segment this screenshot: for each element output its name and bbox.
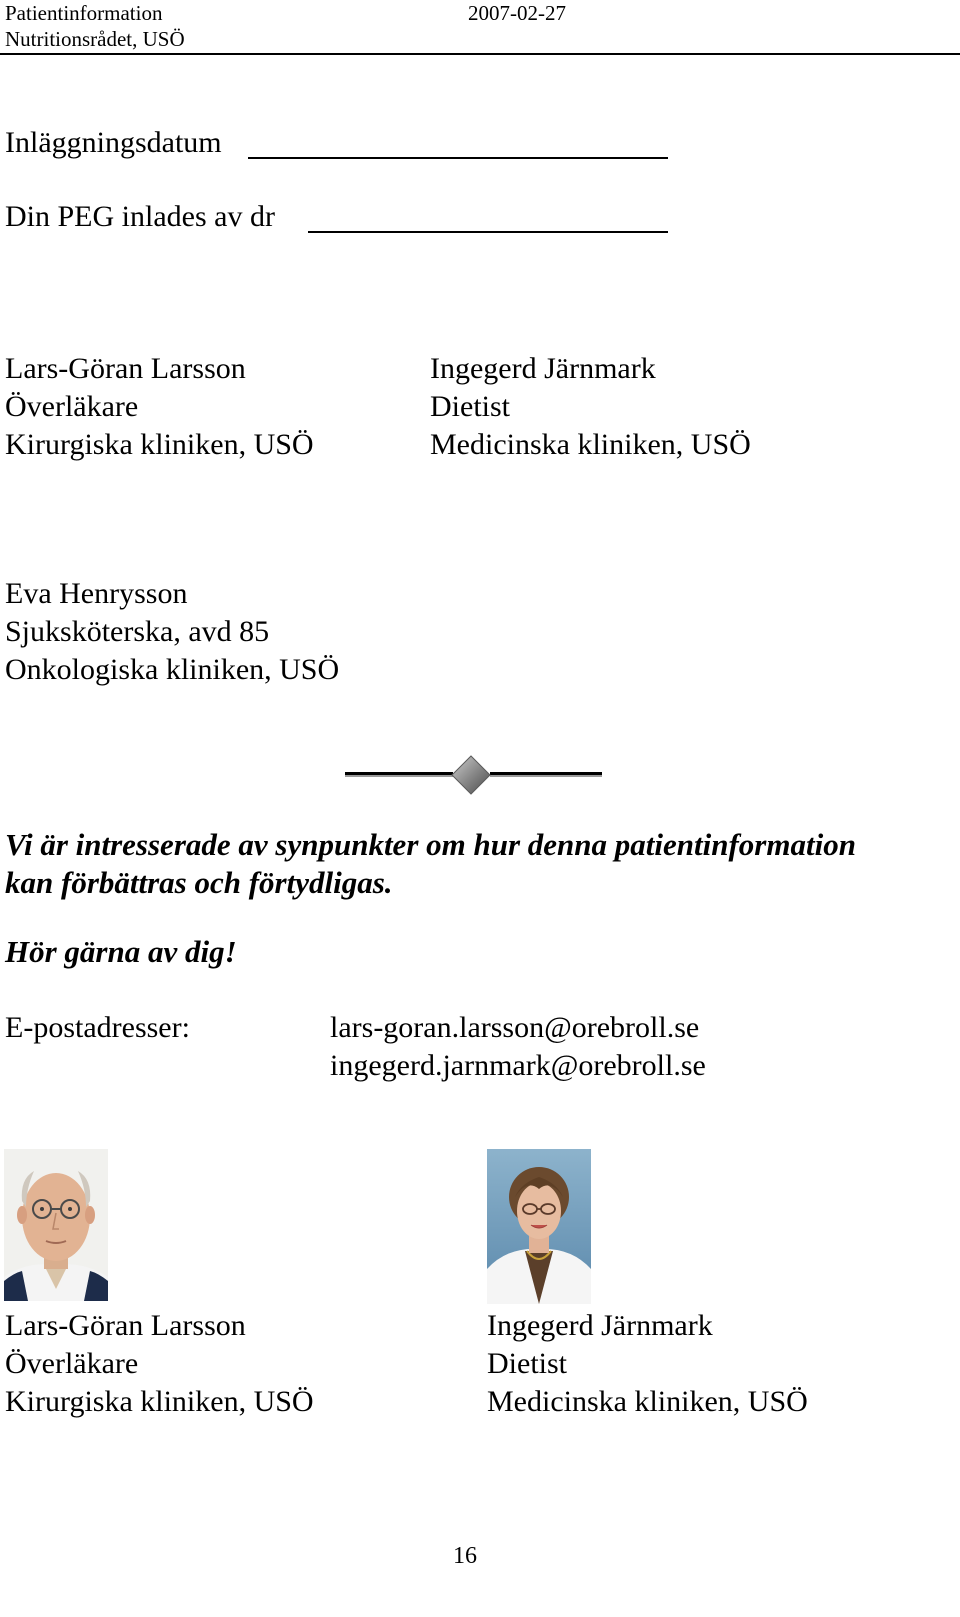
page-number: 16 — [453, 1543, 477, 1569]
ornament-line-left — [345, 772, 453, 777]
contact-department: Kirurgiska kliniken, USÖ — [5, 1385, 314, 1418]
email-address-larsson[interactable]: lars-goran.larsson@orebroll.se — [330, 1011, 700, 1044]
email-address-jarnmark[interactable]: ingegerd.jarnmark@orebroll.se — [330, 1049, 706, 1082]
contact-name: Lars-Göran Larsson — [5, 352, 246, 385]
contact-block-larsson — [5, 350, 314, 464]
peg-doctor-label: Din PEG inlades av dr — [5, 200, 275, 233]
contact-title: Dietist — [430, 390, 510, 423]
contact-name: Eva Henrysson — [5, 577, 188, 610]
contact-name: Ingegerd Järnmark — [430, 352, 656, 385]
portrait-larsson — [4, 1149, 108, 1301]
contact-block-henrysson — [5, 575, 339, 689]
ornament-line-right — [490, 772, 602, 777]
feedback-closing: Hör gärna av dig! — [5, 934, 237, 969]
header-organization: Nutritionsrådet, USÖ — [5, 27, 185, 51]
ornament-divider — [345, 755, 615, 795]
portrait-jarnmark — [487, 1149, 591, 1304]
ornament-diamond-icon — [452, 756, 490, 794]
contact-block-larsson-bottom — [5, 1307, 314, 1421]
contact-title: Sjuksköterska, avd 85 — [5, 615, 270, 648]
peg-doctor-line[interactable] — [308, 231, 668, 233]
feedback-line-2: kan förbättras och förtydligas. — [5, 865, 393, 900]
contact-block-jarnmark — [430, 350, 751, 464]
admission-date-label: Inläggningsdatum — [5, 126, 222, 159]
header-rule — [0, 53, 960, 55]
header-date: 2007-02-27 — [468, 1, 566, 25]
contact-department: Onkologiska kliniken, USÖ — [5, 653, 340, 686]
contact-department: Medicinska kliniken, USÖ — [430, 428, 751, 461]
contact-department: Medicinska kliniken, USÖ — [487, 1385, 808, 1418]
contact-title: Dietist — [487, 1347, 567, 1380]
header-category: Patientinformation — [5, 1, 163, 25]
feedback-text — [5, 826, 856, 902]
contact-name: Lars-Göran Larsson — [5, 1309, 246, 1342]
email-label: E-postadresser: — [5, 1011, 190, 1044]
contact-department: Kirurgiska kliniken, USÖ — [5, 428, 314, 461]
contact-name: Ingegerd Järnmark — [487, 1309, 713, 1342]
admission-date-line[interactable] — [248, 157, 668, 159]
contact-title: Överläkare — [5, 1347, 139, 1380]
feedback-line-1: Vi är intresserade av synpunkter om hur denna patientinformation — [5, 827, 856, 862]
email-list — [330, 1009, 706, 1085]
contact-title: Överläkare — [5, 390, 139, 423]
contact-block-jarnmark-bottom — [487, 1307, 808, 1421]
